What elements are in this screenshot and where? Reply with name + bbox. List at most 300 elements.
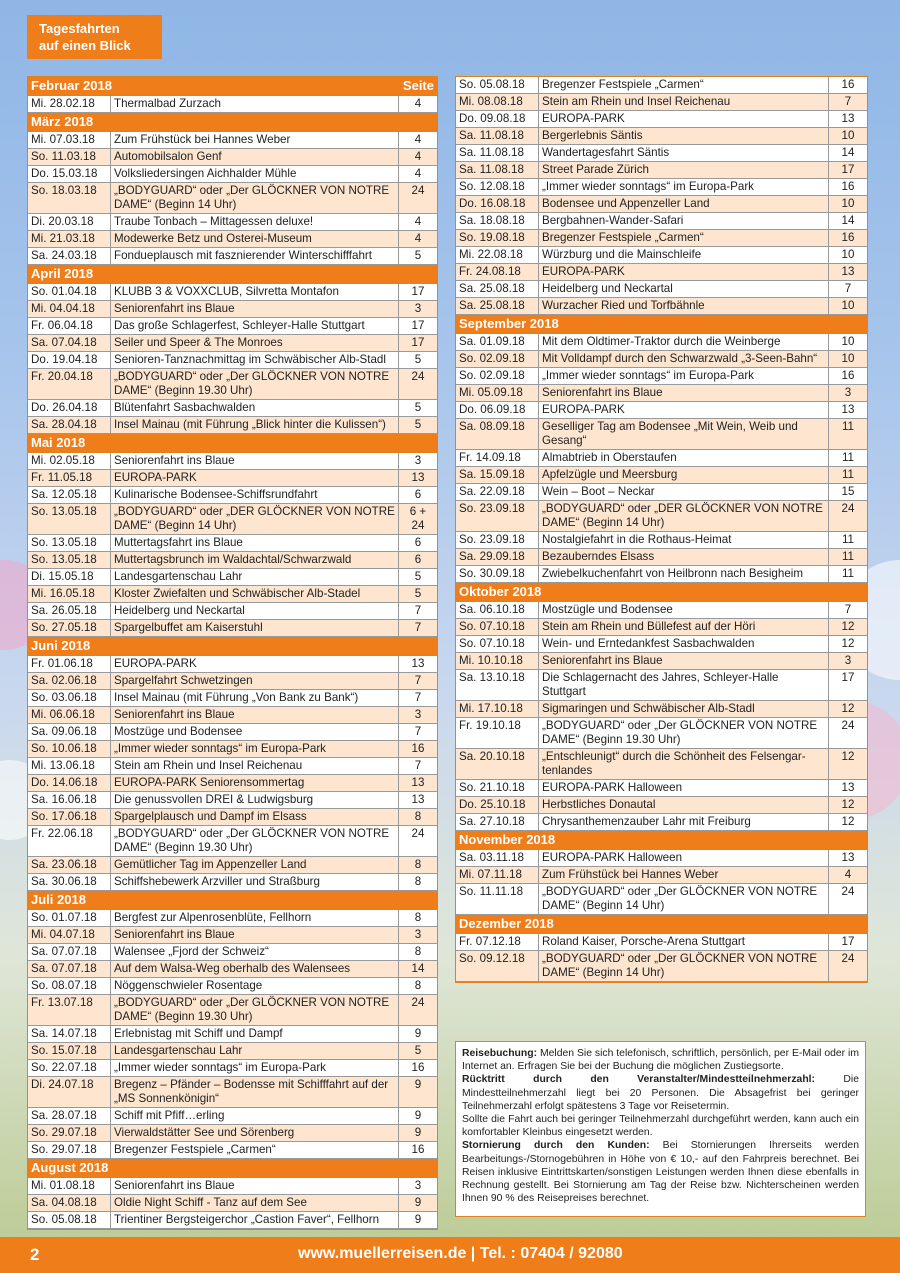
trip-title: Würzburg und die Mainschleife — [539, 247, 829, 264]
trip-row — [28, 586, 437, 603]
trip-date: Fr. 01.06.18 — [28, 656, 111, 673]
trip-date: So. 13.05.18 — [28, 552, 111, 569]
trip-page: 12 — [829, 636, 868, 653]
trip-row — [28, 149, 437, 166]
trip-row — [28, 1178, 437, 1195]
trip-page: 16 — [829, 77, 868, 94]
trip-title: Mostzügle und Bodensee — [539, 602, 829, 619]
trip-title: Apfelzügle und Meersburg — [539, 467, 829, 484]
trip-row — [28, 961, 437, 978]
trip-date: Mi. 02.05.18 — [28, 453, 111, 470]
trip-page: 12 — [829, 619, 868, 636]
trip-page: 12 — [829, 701, 868, 718]
month-label: April 2018 — [28, 265, 437, 284]
info-text: Bei Stornierungen Ihrerseits werden Bearbeitungs-/Stornogebühren in Höhe von € 10,- auf den Fahrpreis berechnet. Bei Reisen inklusive Eintrittskarten/sonstigen Leistungen werden Ihnen diese ebenfalls in Rechnung gestellt. Bei Stornierung am Tag der Reise bzw. Nichterscheinen werden Ihnen 90 % des Reisepreises berechnet. — [462, 1140, 859, 1205]
trip-title: „BODYGUARD“ oder „DER GLÖCKNER VON NOTRE DAME“ (Beginn 14 Uhr) — [539, 501, 829, 532]
trip-row — [28, 318, 437, 335]
trip-page: 3 — [399, 453, 438, 470]
trip-page: 5 — [399, 400, 438, 417]
info-paragraph — [462, 1073, 859, 1113]
trip-title: Bregenzer Festspiele „Carmen“ — [539, 77, 829, 94]
trip-title: Seniorenfahrt ins Blaue — [111, 453, 399, 470]
month-label: August 2018 — [28, 1159, 437, 1178]
trip-date: Sa. 11.08.18 — [456, 162, 539, 179]
trip-date: Sa. 07.04.18 — [28, 335, 111, 352]
trip-row — [28, 690, 437, 707]
trip-date: Sa. 23.06.18 — [28, 857, 111, 874]
trip-row — [456, 281, 867, 298]
trip-page: 16 — [829, 179, 868, 196]
trip-date: Do. 06.09.18 — [456, 402, 539, 419]
trip-title: Thermalbad Zurzach — [111, 96, 399, 113]
info-heading: Rücktritt durch den Veranstalter/Mindestteilnehmerzahl: — [462, 1074, 816, 1086]
trip-date: Mi. 06.06.18 — [28, 707, 111, 724]
trip-page: 17 — [399, 284, 438, 301]
trip-date: So. 07.10.18 — [456, 636, 539, 653]
trip-title: „Immer wieder sonntags“ im Europa-Park — [539, 179, 829, 196]
trip-page: 10 — [829, 334, 868, 351]
trip-row — [28, 132, 437, 149]
trip-row — [28, 487, 437, 504]
trip-page: 11 — [829, 419, 868, 450]
trip-title: Zwiebelkuchenfahrt von Heilbronn nach Besigheim — [539, 566, 829, 583]
trip-title: Kloster Zwiefalten und Schwäbischer Alb-Stadel — [111, 586, 399, 603]
trip-title: EUROPA-PARK — [111, 656, 399, 673]
month-header — [456, 583, 867, 602]
trip-page: 3 — [829, 385, 868, 402]
trip-date: So. 02.09.18 — [456, 368, 539, 385]
trip-title: „Immer wieder sonntags“ im Europa-Park — [111, 1060, 399, 1077]
month-header — [28, 434, 437, 453]
month-label: Juli 2018 — [28, 891, 437, 910]
trip-page: 12 — [829, 749, 868, 780]
trip-date: So. 09.12.18 — [456, 951, 539, 982]
trip-page: 4 — [829, 867, 868, 884]
trip-row — [456, 247, 867, 264]
trip-date: Mi. 10.10.18 — [456, 653, 539, 670]
trip-page: 10 — [829, 298, 868, 315]
trip-title: Bodensee und Appenzeller Land — [539, 196, 829, 213]
info-heading: Reisebuchung: — [462, 1048, 538, 1059]
trip-page: 3 — [399, 927, 438, 944]
trip-title: Gemütlicher Tag im Appenzeller Land — [111, 857, 399, 874]
trip-page: 4 — [399, 214, 438, 231]
trip-page: 11 — [829, 566, 868, 583]
footer-bar — [0, 1237, 900, 1273]
trip-title: Stein am Rhein und Insel Reichenau — [111, 758, 399, 775]
info-heading: Stornierung durch den Kunden: — [462, 1140, 650, 1152]
trip-row — [456, 484, 867, 501]
page-column-header: Seite — [399, 77, 438, 96]
trip-row — [28, 978, 437, 995]
trip-date: Do. 25.10.18 — [456, 797, 539, 814]
trip-row — [456, 385, 867, 402]
trip-title: Landesgartenschau Lahr — [111, 1043, 399, 1060]
trip-page: 13 — [399, 656, 438, 673]
trip-row — [456, 77, 867, 94]
trip-date: Sa. 07.07.18 — [28, 944, 111, 961]
trip-title: „BODYGUARD“ oder „Der GLÖCKNER VON NOTRE DAME“ (Beginn 19.30 Uhr) — [539, 718, 829, 749]
trip-date: So. 01.07.18 — [28, 910, 111, 927]
trip-page: 17 — [829, 162, 868, 179]
trip-title: EUROPA-PARK Halloween — [539, 780, 829, 797]
trip-title: Wandertagesfahrt Säntis — [539, 145, 829, 162]
trip-date: Sa. 13.10.18 — [456, 670, 539, 701]
trip-title: Traube Tonbach – Mittagessen deluxe! — [111, 214, 399, 231]
trip-row — [456, 532, 867, 549]
trip-page: 3 — [399, 1178, 438, 1195]
trip-title: Seniorenfahrt ins Blaue — [111, 707, 399, 724]
trip-date: Di. 20.03.18 — [28, 214, 111, 231]
trip-row — [456, 797, 867, 814]
trip-title: Herbstliches Donautal — [539, 797, 829, 814]
trip-page: 6 — [399, 535, 438, 552]
trip-date: Mi. 08.08.18 — [456, 94, 539, 111]
trip-date: Mi. 13.06.18 — [28, 758, 111, 775]
trip-title: EUROPA-PARK — [539, 264, 829, 281]
trip-date: Sa. 29.09.18 — [456, 549, 539, 566]
trip-date: Do. 14.06.18 — [28, 775, 111, 792]
trip-date: Mi. 21.03.18 — [28, 231, 111, 248]
trip-title: Roland Kaiser, Porsche-Arena Stuttgart — [539, 934, 829, 951]
trip-row — [456, 566, 867, 583]
trip-page: 9 — [399, 1195, 438, 1212]
trip-row — [456, 619, 867, 636]
trip-row — [28, 874, 437, 891]
trip-date: Fr. 20.04.18 — [28, 369, 111, 400]
trip-date: Sa. 03.11.18 — [456, 850, 539, 867]
trip-row — [28, 1077, 437, 1108]
trip-page: 17 — [399, 335, 438, 352]
trip-row — [28, 620, 437, 637]
trip-page: 8 — [399, 944, 438, 961]
trip-page: 5 — [399, 1043, 438, 1060]
trip-page: 24 — [399, 826, 438, 857]
trip-date: Mi. 17.10.18 — [456, 701, 539, 718]
trip-row — [456, 128, 867, 145]
trip-row — [28, 183, 437, 214]
trip-date: So. 05.08.18 — [456, 77, 539, 94]
trip-row — [456, 549, 867, 566]
trip-title: Nöggenschwieler Rosentage — [111, 978, 399, 995]
trip-row — [456, 501, 867, 532]
trip-page: 11 — [829, 450, 868, 467]
trip-title: Stein am Rhein und Büllefest auf der Höri — [539, 619, 829, 636]
info-paragraph — [462, 1113, 859, 1139]
trip-date: So. 13.05.18 — [28, 535, 111, 552]
trip-title: EUROPA-PARK — [539, 402, 829, 419]
trip-title: KLUBB 3 & VOXXCLUB, Silvretta Montafon — [111, 284, 399, 301]
trip-date: Mi. 16.05.18 — [28, 586, 111, 603]
trip-row — [28, 1142, 437, 1159]
month-header — [28, 1159, 437, 1178]
trip-row — [456, 867, 867, 884]
trip-page: 24 — [829, 884, 868, 915]
trip-row — [456, 298, 867, 315]
schedule-column-right — [455, 76, 868, 983]
month-label: Oktober 2018 — [456, 583, 867, 602]
trip-page: 24 — [399, 183, 438, 214]
trip-row — [28, 603, 437, 620]
trip-date: So. 30.09.18 — [456, 566, 539, 583]
trip-page: 7 — [399, 603, 438, 620]
trip-page: 6 — [399, 552, 438, 569]
month-label: Februar 2018 — [28, 77, 399, 96]
month-header — [28, 77, 437, 96]
trip-date: Fr. 11.05.18 — [28, 470, 111, 487]
trip-row — [456, 230, 867, 247]
trip-date: So. 08.07.18 — [28, 978, 111, 995]
trip-row — [28, 535, 437, 552]
trip-page: 8 — [399, 978, 438, 995]
trip-title: Seniorenfahrt ins Blaue — [539, 385, 829, 402]
trip-title: Schiff mit Pfiff…erling — [111, 1108, 399, 1125]
trip-date: Sa. 28.07.18 — [28, 1108, 111, 1125]
trip-title: Stein am Rhein und Insel Reichenau — [539, 94, 829, 111]
trip-date: So. 21.10.18 — [456, 780, 539, 797]
trip-row — [28, 826, 437, 857]
trip-title: Nostalgiefahrt in die Rothaus-Heimat — [539, 532, 829, 549]
trip-date: So. 10.06.18 — [28, 741, 111, 758]
trip-row — [456, 636, 867, 653]
trip-title: „Entschleunigt“ durch die Schönheit des Felsengar-tenlandes — [539, 749, 829, 780]
trip-date: Di. 24.07.18 — [28, 1077, 111, 1108]
contact-line: www.muellerreisen.de | Tel. : 07404 / 92080 — [298, 1245, 623, 1262]
month-label: Mai 2018 — [28, 434, 437, 453]
month-header — [456, 915, 867, 934]
trip-title: Modewerke Betz und Osterei-Museum — [111, 231, 399, 248]
trip-page: 24 — [829, 501, 868, 532]
trip-page: 8 — [399, 910, 438, 927]
trip-row — [456, 162, 867, 179]
trip-page: 7 — [399, 690, 438, 707]
trip-row — [28, 758, 437, 775]
trip-page: 17 — [829, 670, 868, 701]
trip-date: Do. 15.03.18 — [28, 166, 111, 183]
trip-title: Bergbahnen-Wander-Safari — [539, 213, 829, 230]
trip-date: Sa. 26.05.18 — [28, 603, 111, 620]
trip-date: So. 01.04.18 — [28, 284, 111, 301]
trip-title: Die Schlagernacht des Jahres, Schleyer-Halle Stuttgart — [539, 670, 829, 701]
trip-title: „Immer wieder sonntags“ im Europa-Park — [111, 741, 399, 758]
trip-date: Sa. 06.10.18 — [456, 602, 539, 619]
trip-title: Seniorenfahrt ins Blaue — [111, 301, 399, 318]
trip-row — [456, 951, 867, 982]
trip-row — [28, 927, 437, 944]
trip-row — [28, 1108, 437, 1125]
trip-page: 9 — [399, 1125, 438, 1142]
trip-page: 13 — [829, 850, 868, 867]
trip-title: Spargelplausch und Dampf im Elsass — [111, 809, 399, 826]
trip-row — [28, 656, 437, 673]
trip-row — [456, 749, 867, 780]
trip-date: Sa. 16.06.18 — [28, 792, 111, 809]
trip-row — [28, 453, 437, 470]
trip-row — [28, 1125, 437, 1142]
trip-title: Geselliger Tag am Bodensee „Mit Wein, Weib und Gesang“ — [539, 419, 829, 450]
trip-title: Die genussvollen DREI & Ludwigsburg — [111, 792, 399, 809]
trip-page: 11 — [829, 532, 868, 549]
trip-page: 8 — [399, 809, 438, 826]
trip-title: EUROPA-PARK — [111, 470, 399, 487]
info-paragraph — [462, 1047, 859, 1073]
trip-date: Sa. 25.08.18 — [456, 298, 539, 315]
trip-date: So. 29.07.18 — [28, 1142, 111, 1159]
trip-row — [28, 569, 437, 586]
trip-date: Sa. 11.08.18 — [456, 145, 539, 162]
trip-title: Das große Schlagerfest, Schleyer-Halle Stuttgart — [111, 318, 399, 335]
trip-page: 11 — [829, 467, 868, 484]
trip-title: Landesgartenschau Lahr — [111, 569, 399, 586]
month-header — [28, 113, 437, 132]
trip-page: 6 — [399, 487, 438, 504]
trip-date: So. 03.06.18 — [28, 690, 111, 707]
trip-date: Sa. 01.09.18 — [456, 334, 539, 351]
trip-title: EUROPA-PARK — [539, 111, 829, 128]
trip-page: 5 — [399, 248, 438, 265]
trip-page: 4 — [399, 149, 438, 166]
trip-page: 3 — [829, 653, 868, 670]
trip-date: Sa. 27.10.18 — [456, 814, 539, 831]
trip-title: Mit dem Oldtimer-Traktor durch die Weinberge — [539, 334, 829, 351]
trip-title: „Immer wieder sonntags“ im Europa-Park — [539, 368, 829, 385]
trip-date: Sa. 22.09.18 — [456, 484, 539, 501]
trip-date: Sa. 11.08.18 — [456, 128, 539, 145]
trip-page: 24 — [399, 369, 438, 400]
trip-title: Sigmaringen und Schwäbischer Alb-Stadl — [539, 701, 829, 718]
trip-page: 13 — [829, 264, 868, 281]
trip-date: Do. 19.04.18 — [28, 352, 111, 369]
trip-date: So. 18.03.18 — [28, 183, 111, 214]
trip-row — [28, 231, 437, 248]
trip-table-right — [456, 77, 867, 982]
month-header — [456, 831, 867, 850]
month-label: September 2018 — [456, 315, 867, 334]
trip-title: Spargelfahrt Schwetzingen — [111, 673, 399, 690]
trip-page: 7 — [829, 602, 868, 619]
trip-page: 13 — [399, 792, 438, 809]
trip-date: Sa. 07.07.18 — [28, 961, 111, 978]
trip-title: Spargelbuffet am Kaiserstuhl — [111, 620, 399, 637]
trip-date: Mi. 07.03.18 — [28, 132, 111, 149]
trip-page: 10 — [829, 128, 868, 145]
trip-page: 4 — [399, 166, 438, 183]
trip-row — [28, 809, 437, 826]
trip-page: 17 — [399, 318, 438, 335]
trip-row — [456, 351, 867, 368]
trip-page: 10 — [829, 351, 868, 368]
trip-title: Bezauberndes Elsass — [539, 549, 829, 566]
trip-date: Mi. 22.08.18 — [456, 247, 539, 264]
trip-title: „BODYGUARD“ oder „Der GLÖCKNER VON NOTRE DAME“ (Beginn 14 Uhr) — [539, 951, 829, 982]
trip-row — [456, 653, 867, 670]
trip-row — [28, 1026, 437, 1043]
trip-page: 9 — [399, 1212, 438, 1229]
trip-page: 16 — [399, 741, 438, 758]
trip-title: „BODYGUARD“ oder „Der GLÖCKNER VON NOTRE DAME“ (Beginn 19.30 Uhr) — [111, 826, 399, 857]
trip-page: 5 — [399, 569, 438, 586]
trip-date: So. 07.10.18 — [456, 619, 539, 636]
trip-title: Auf dem Walsa-Weg oberhalb des Walensees — [111, 961, 399, 978]
trip-row — [456, 850, 867, 867]
month-header — [456, 315, 867, 334]
trip-title: Blütenfahrt Sasbachwalden — [111, 400, 399, 417]
trip-title: „BODYGUARD“ oder „DER GLÖCKNER VON NOTRE DAME“ (Beginn 14 Uhr) — [111, 504, 399, 535]
trip-title: Trientiner Bergsteigerchor „Castion Faver“, Fellhorn — [111, 1212, 399, 1229]
trip-title: Volksliedersingen Aichhalder Mühle — [111, 166, 399, 183]
trip-date: Sa. 20.10.18 — [456, 749, 539, 780]
trip-date: Mi. 04.04.18 — [28, 301, 111, 318]
trip-row — [28, 724, 437, 741]
trip-date: Fr. 06.04.18 — [28, 318, 111, 335]
trip-page: 13 — [829, 402, 868, 419]
trip-page: 24 — [399, 995, 438, 1026]
trip-title: Wein – Boot – Neckar — [539, 484, 829, 501]
info-text: Sollte die Fahrt auch bei geringer Teilnehmerzahl durchgeführt werden, kann auch ein komfortabler Kleinbus eingesetzt werden. — [462, 1114, 859, 1139]
trip-row — [28, 673, 437, 690]
trip-page: 16 — [399, 1060, 438, 1077]
trip-date: So. 13.05.18 — [28, 504, 111, 535]
trip-title: „BODYGUARD“ oder „Der GLÖCKNER VON NOTRE DAME“ (Beginn 14 Uhr) — [539, 884, 829, 915]
trip-title: Seiler und Speer & The Monroes — [111, 335, 399, 352]
trip-title: EUROPA-PARK Halloween — [539, 850, 829, 867]
trip-title: Seniorenfahrt ins Blaue — [539, 653, 829, 670]
trip-row — [28, 214, 437, 231]
trip-row — [456, 94, 867, 111]
trip-date: Fr. 14.09.18 — [456, 450, 539, 467]
trip-date: Mi. 01.08.18 — [28, 1178, 111, 1195]
trip-title: Bregenzer Festspiele „Carmen“ — [539, 230, 829, 247]
trip-row — [456, 213, 867, 230]
trip-date: So. 19.08.18 — [456, 230, 539, 247]
trip-date: Di. 15.05.18 — [28, 569, 111, 586]
trip-row — [28, 910, 437, 927]
trip-page: 14 — [829, 145, 868, 162]
trip-page: 7 — [399, 620, 438, 637]
trip-date: Do. 09.08.18 — [456, 111, 539, 128]
trip-date: So. 27.05.18 — [28, 620, 111, 637]
trip-row — [456, 670, 867, 701]
month-label: November 2018 — [456, 831, 867, 850]
trip-title: Oldie Night Schiff - Tanz auf dem See — [111, 1195, 399, 1212]
trip-title: Automobilsalon Genf — [111, 149, 399, 166]
trip-page: 8 — [399, 874, 438, 891]
trip-date: Fr. 13.07.18 — [28, 995, 111, 1026]
trip-date: Sa. 04.08.18 — [28, 1195, 111, 1212]
trip-page: 9 — [399, 1026, 438, 1043]
month-header — [28, 265, 437, 284]
trip-row — [456, 145, 867, 162]
booking-info-box — [455, 1041, 866, 1217]
trip-title: Insel Mainau (mit Führung „Von Bank zu Bank“) — [111, 690, 399, 707]
trip-row — [28, 995, 437, 1026]
trip-page: 4 — [399, 96, 438, 113]
trip-page: 7 — [399, 724, 438, 741]
trip-row — [28, 335, 437, 352]
trip-date: Sa. 18.08.18 — [456, 213, 539, 230]
month-label: März 2018 — [28, 113, 437, 132]
trip-title: Wein- und Erntedankfest Sasbachwalden — [539, 636, 829, 653]
trip-date: Sa. 30.06.18 — [28, 874, 111, 891]
trip-date: So. 05.08.18 — [28, 1212, 111, 1229]
trip-page: 7 — [399, 758, 438, 775]
trip-date: Sa. 02.06.18 — [28, 673, 111, 690]
trip-title: Zum Frühstück bei Hannes Weber — [111, 132, 399, 149]
trip-page: 3 — [399, 301, 438, 318]
trip-title: Street Parade Zürich — [539, 162, 829, 179]
trip-date: So. 29.07.18 — [28, 1125, 111, 1142]
trip-row — [456, 196, 867, 213]
